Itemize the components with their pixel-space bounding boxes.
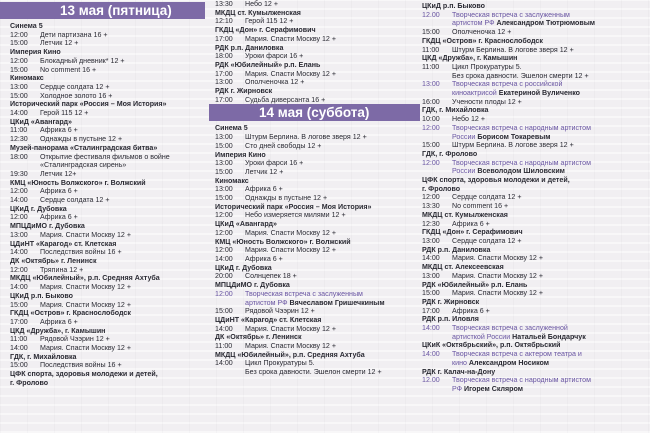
event-time: 14:00 — [422, 324, 440, 333]
event-row — [215, 142, 420, 151]
event-time: 15:00 — [215, 307, 233, 316]
event-row — [215, 35, 420, 44]
event-time: 12:00 — [215, 211, 233, 220]
event-title: No comment 16 + — [452, 202, 509, 211]
event-title: Сердце солдата 12 + — [40, 82, 110, 91]
event-row — [215, 359, 420, 368]
venue-name: МПЦДиМО г. Дубовка — [10, 222, 85, 231]
event-row — [10, 153, 205, 162]
event-time: 13:00 — [215, 185, 233, 194]
event-title: Без срока давности. Эшелон смерти 12 + — [245, 368, 382, 377]
day-header-may-14: 14 мая (суббота) — [209, 104, 420, 121]
event-time: 15:00 — [215, 167, 233, 176]
event-row — [10, 187, 205, 196]
event-time — [422, 72, 452, 81]
event-row — [10, 196, 205, 205]
guest-name: Екатериной Вуличенко — [498, 89, 581, 98]
event-title: Уроки фарси 16 + — [245, 159, 304, 168]
event-time: 14:00 — [422, 254, 440, 263]
venue-name: ГКДЦ «Остров» г. Краснослободск — [10, 309, 131, 318]
creative-meeting-event — [422, 11, 648, 28]
event-title-prefix: киноактрисой — [452, 89, 499, 98]
event-title: Штурм Берлина. В логове зверя 12 + — [245, 133, 367, 142]
venue-name: ЦКиД «Авангард» — [215, 220, 277, 229]
event-time: 18:00 — [215, 52, 233, 61]
venue-name: Киномакс — [10, 74, 44, 83]
event-time: 15:00 — [10, 300, 28, 309]
day-header-may-13: 13 мая (пятница) — [0, 2, 205, 19]
venue-name: РДК «Юбилейный» р.п. Елань — [215, 60, 321, 69]
venue-name: ГКДЦ «Дон» г. Серафимович — [422, 228, 523, 237]
event-title: Сердце солдата 12 + — [40, 196, 110, 205]
event-title: Учености плоды 12 + — [452, 97, 522, 106]
event-time: 15:00 — [10, 91, 28, 100]
guest-name: Вячеславом Гришечкиным — [289, 298, 385, 307]
event-time: 15:00 — [215, 141, 233, 150]
event-title: Судьба диверсанта 16 + — [245, 95, 326, 104]
event-row — [10, 213, 205, 222]
event-title: Цикл Прокуратуры 5. — [452, 62, 522, 71]
event-title: Сто дней свободы 12 + — [245, 141, 322, 150]
event-time: 13:30 — [215, 0, 233, 8]
event-title: Творческая встреча с заслуженным — [245, 289, 363, 298]
event-row — [215, 159, 420, 168]
event-row — [215, 255, 420, 264]
venue-name: МКДЦ «Юбилейный», р.п. Средняя Ахтуба — [10, 274, 160, 283]
venue-name: г. Фролово — [10, 378, 49, 387]
event-title: Герой 115 12 + — [40, 109, 89, 118]
event-title: Солнцепек 18 + — [245, 272, 297, 281]
event-time: 12:30 — [10, 135, 28, 144]
event-title: Уроки фарси 16 + — [245, 52, 304, 61]
guest-name: Александром Носиком — [468, 358, 550, 367]
event-row — [10, 301, 205, 310]
event-title: Мария. Спасти Москву 12 + — [40, 283, 131, 292]
guest-name: Борисом Токаревым — [477, 132, 551, 141]
event-title-prefix: России — [452, 132, 478, 141]
event-time: 13:00 — [215, 133, 233, 142]
event-time: 12.00 — [422, 10, 440, 19]
venue-name: ЦКиД р.п. Быково — [10, 291, 73, 300]
event-title: Творческая встреча с российской — [452, 80, 563, 89]
venue-name: Синема 5 — [215, 124, 248, 133]
event-time: 11:00 — [215, 342, 233, 351]
event-time: 11:00 — [10, 126, 28, 135]
col3-events — [422, 2, 648, 394]
creative-meeting-event — [422, 159, 648, 176]
event-time: 14:00 — [215, 254, 233, 263]
event-time: 12:00 — [10, 265, 28, 274]
event-time — [215, 368, 245, 377]
venue-name: Исторический парк «Россия – Моя История» — [10, 100, 167, 109]
event-time: 15:00 — [215, 194, 233, 203]
venue-name: КМЦ «Юность Волжского» г. Волжский — [10, 178, 146, 187]
venue-name: РДК р.п. Даниловка — [215, 43, 284, 52]
event-time: 13:00 — [10, 82, 28, 91]
event-title: Творческая встреча с народным артистом — [452, 376, 592, 385]
guest-name: Александром Тютрюмовым — [496, 19, 596, 28]
event-row — [422, 28, 648, 37]
event-row — [215, 185, 420, 194]
event-time: 15:00 — [422, 28, 440, 37]
event-title: Без срока давности. Эшелон смерти 12 + — [452, 71, 589, 80]
event-time: 17:00 — [215, 69, 233, 78]
event-time: 13:00 — [215, 159, 233, 168]
event-row — [422, 141, 648, 150]
event-title: Африка 6 + — [40, 126, 78, 135]
event-time: 14:00 — [10, 283, 28, 292]
event-row — [10, 266, 205, 275]
venue-name: РДК р.п. Даниловка — [422, 245, 491, 254]
venue-name: РДК г. Жирновск — [215, 87, 273, 96]
event-title: Последствия войны 16 + — [40, 248, 122, 257]
venue-name: ГКДЦ «Дон» г. Серафимович — [215, 26, 316, 35]
venue-name: ЦДиНТ «Карагод» ст. Клетская — [215, 315, 322, 324]
creative-meeting-event — [422, 376, 648, 393]
event-title: Летчик 12 + — [245, 167, 284, 176]
venue-name: РДК р.п. Иловля — [422, 315, 479, 324]
event-title-prefix: артисткой России — [452, 332, 513, 341]
event-title-prefix: РФ — [452, 384, 465, 393]
event-row — [10, 231, 205, 240]
event-time: 17:00 — [10, 317, 28, 326]
event-title: Летчик 12 + — [40, 39, 79, 48]
event-row — [10, 57, 205, 66]
event-time: 13:00 — [10, 230, 28, 239]
event-time: 12:00 — [422, 158, 440, 167]
event-row — [215, 272, 420, 281]
guest-name: Игорем Скляром — [464, 384, 523, 393]
event-title: Летчик 12+ — [40, 169, 77, 178]
event-time: 14:00 — [422, 350, 440, 359]
event-title: Мария. Спасти Москву 12 + — [245, 324, 336, 333]
event-time: 14:00 — [10, 109, 28, 118]
event-time: 17:00 — [422, 306, 440, 315]
event-time: 11:00 — [10, 335, 28, 344]
event-title: Мария. Спасти Москву 12 + — [40, 300, 131, 309]
event-time: 12:00 — [10, 187, 28, 196]
event-title: Тряпина 12 + — [40, 265, 84, 274]
event-title: Африка 6 + — [452, 306, 490, 315]
creative-meeting-event — [422, 124, 648, 141]
event-title-prefix: артистом РФ — [452, 19, 497, 28]
event-row — [422, 220, 648, 229]
event-row — [215, 307, 420, 316]
schedule-column-2 — [215, 0, 420, 377]
creative-meeting-event — [422, 324, 648, 341]
venue-name: МПЦДиМО г. Дубовка — [215, 281, 290, 290]
event-row — [215, 168, 420, 177]
venue-name: ЦДиНТ «Карагод» ст. Клетская — [10, 239, 117, 248]
venue-name: ДК «Октябрь» г. Ленинск — [215, 333, 302, 342]
event-title: Рядовой Чээрин 12 + — [245, 307, 315, 316]
event-row — [215, 342, 420, 351]
event-time: 11:00 — [422, 45, 440, 54]
event-row — [422, 202, 648, 211]
event-title: Мария. Спасти Москву 12 + — [245, 342, 336, 351]
col1-events — [10, 22, 205, 388]
schedule-column-1 — [10, 0, 205, 388]
event-row — [10, 66, 205, 75]
venue-name: ЦКиД р.п. Быково — [422, 2, 485, 10]
event-title: Творческая встреча с заслуженной — [452, 324, 568, 333]
event-row — [422, 272, 648, 281]
event-title: «Сталинградская сирень» — [40, 161, 127, 170]
venue-name: ЦКиД г. Дубовка — [10, 204, 67, 213]
event-row — [422, 307, 648, 316]
event-row — [422, 237, 648, 246]
event-time: 11:00 — [422, 62, 440, 71]
event-title: Небо 12 + — [245, 0, 278, 8]
event-title: Мария. Спасти Москву 12 + — [245, 246, 336, 255]
event-title: Мария. Спасти Москву 12 + — [245, 228, 336, 237]
event-title: Однажды в пустыне 12 + — [245, 194, 328, 203]
event-time: 12:00 — [10, 213, 28, 222]
event-row — [215, 52, 420, 61]
event-time: 14:00 — [215, 324, 233, 333]
event-row — [422, 63, 648, 72]
event-title: Мария. Спасти Москву 12 + — [245, 34, 336, 43]
event-time: 18:00 — [10, 152, 28, 161]
venue-name: МКДЦ ст. Кумылженская — [422, 210, 508, 219]
event-title: No comment 16 + — [40, 65, 97, 74]
venue-name: ЦКиД «Авангард» — [10, 117, 72, 126]
event-title: Африка 6 + — [245, 254, 283, 263]
venue-name: г. Фролово — [422, 184, 461, 193]
event-time: 14:00 — [10, 196, 28, 205]
event-time: 12:00 — [422, 193, 440, 202]
event-row — [10, 170, 205, 179]
creative-meeting-event — [422, 80, 648, 97]
event-row — [215, 70, 420, 79]
event-time: 13:00 — [215, 78, 233, 87]
event-row — [215, 133, 420, 142]
event-title: Африка 6 + — [40, 213, 78, 222]
event-title: Ополченочка 12 + — [245, 78, 305, 87]
event-time: 17:00 — [215, 95, 233, 104]
venue-name: ГДК, г. Михайловка — [422, 106, 489, 115]
venue-name: МКДЦ ст. Алексеевская — [422, 263, 504, 272]
event-row — [10, 361, 205, 370]
guest-name: Натальей Бондарчук — [512, 332, 586, 341]
event-title: Штурм Берлина. В логове зверя 12 + — [452, 45, 574, 54]
event-row — [422, 98, 648, 107]
event-time: 12:30 — [422, 219, 440, 228]
venue-name: КМЦ «Юность Волжского» г. Волжский — [215, 237, 351, 246]
event-row — [215, 229, 420, 238]
venue-name: РДК г. Жирновск — [422, 297, 480, 306]
event-time: 14:00 — [10, 344, 28, 353]
event-title: Мария. Спасти Москву 12 + — [40, 344, 131, 353]
event-title: Цикл Прокуратуры 5. — [245, 359, 315, 368]
event-time: 16:00 — [422, 97, 440, 106]
event-title: Ополченочка 12 + — [452, 28, 512, 37]
event-time: 17:00 — [215, 34, 233, 43]
event-title: Африка 6 + — [245, 185, 283, 194]
event-title: Мария. Спасти Москву 12 + — [452, 271, 543, 280]
event-row — [422, 115, 648, 124]
event-title: Последствия войны 16 + — [40, 361, 122, 370]
event-time: 15:00 — [422, 141, 440, 150]
event-title-prefix: кино — [452, 358, 469, 367]
venue-name: Исторический парк «Россия – Моя История» — [215, 202, 372, 211]
event-title: Творческая встреча с народным артистом — [452, 158, 592, 167]
event-title: Герой 115 12 + — [245, 17, 294, 26]
venue-name: ЦФК спорта, здоровья молодежи и детей, — [422, 176, 570, 185]
event-row — [10, 39, 205, 48]
event-title: Творческая встреча с актером театра и — [452, 350, 582, 359]
venue-name: Империя Кино — [10, 48, 61, 57]
event-time: 12.00 — [422, 376, 440, 385]
event-time: 14:00 — [215, 359, 233, 368]
venue-name: ЦКД «Дружба», г. Камышин — [10, 326, 106, 335]
venue-name: ГДК, г. Фролово — [422, 149, 478, 158]
event-time: 10:00 — [422, 115, 440, 124]
event-row — [10, 248, 205, 257]
event-time: 15:00 — [422, 289, 440, 298]
event-row — [422, 46, 648, 55]
event-time: 12:00 — [215, 228, 233, 237]
event-time: 12:00 — [10, 56, 28, 65]
event-row — [422, 72, 648, 81]
event-row — [215, 194, 420, 203]
venue-name: Киномакс — [215, 176, 249, 185]
event-row — [10, 126, 205, 135]
venue-name: ЦКиД г. Дубовка — [215, 263, 272, 272]
event-title: Дети партизана 16 + — [40, 30, 108, 39]
col2-top-events — [215, 0, 420, 104]
event-title: Блокадный дневник* 12 + — [40, 56, 125, 65]
event-time: 13:00 — [422, 80, 440, 89]
event-title: Рядовой Чээрин 12 + — [40, 335, 110, 344]
event-time: 14:00 — [10, 248, 28, 257]
venue-name: РДК «Юбилейный» р.п. Елань — [422, 280, 528, 289]
event-row — [215, 0, 420, 9]
event-title: Африка 6 + — [40, 187, 78, 196]
venue-name: МКДЦ «Юбилейный», р.п. Средняя Ахтуба — [215, 350, 365, 359]
event-time: 15:00 — [10, 65, 28, 74]
event-time: 13:00 — [422, 236, 440, 245]
event-row — [215, 96, 420, 105]
event-time: 19:30 — [10, 169, 28, 178]
event-row — [10, 92, 205, 101]
event-title-prefix: России — [452, 167, 478, 176]
venue-name: РДК г. Калач-на-Дону — [422, 367, 496, 376]
event-row — [10, 318, 205, 327]
event-time: 15:00 — [10, 39, 28, 48]
event-title: Мария. Спасти Москву 12 + — [40, 230, 131, 239]
event-row — [422, 254, 648, 263]
event-row — [422, 193, 648, 202]
event-title: Сердце солдата 12 + — [452, 236, 522, 245]
event-row — [10, 31, 205, 40]
venue-name: ЦКиК «Октябрьский», р.п. Октябрьский — [422, 341, 561, 350]
col2-events — [215, 124, 420, 289]
event-time: 15:00 — [10, 361, 28, 370]
event-title: Мария. Спасти Москву 12 + — [452, 289, 543, 298]
event-row — [215, 78, 420, 87]
event-time: 20:00 — [215, 272, 233, 281]
event-row — [10, 109, 205, 118]
col2-after-events — [215, 307, 420, 377]
venue-name: Музей-панорама «Сталинградская битва» — [10, 143, 158, 152]
venue-name: ЦКД «Дружба», г. Камышин — [422, 54, 518, 63]
event-title: Творческая встреча с заслуженным — [452, 10, 570, 19]
event-row — [215, 325, 420, 334]
event-title: Сердце солдата 12 + — [452, 193, 522, 202]
event-row — [10, 135, 205, 144]
event-time: 13:00 — [422, 271, 440, 280]
purple-event — [215, 290, 420, 307]
venue-name: ДК «Октябрь» г. Ленинск — [10, 256, 97, 265]
event-time: 12:00 — [422, 123, 440, 132]
event-row — [215, 246, 420, 255]
schedule-column-3 — [422, 0, 648, 394]
event-title: Небо 12 + — [452, 115, 485, 124]
event-title: Однажды в пустыне 12 + — [40, 135, 123, 144]
event-time — [10, 161, 40, 170]
event-row — [10, 83, 205, 92]
event-row — [215, 368, 420, 377]
event-title: Африка 6 + — [40, 317, 78, 326]
venue-name: ГКДЦ «Остров» г. Краснослободск — [422, 36, 543, 45]
venue-name: МКДЦ ст. Кумылженская — [215, 8, 301, 17]
venue-name: ЦФК спорта, здоровья молодежи и детей, — [10, 370, 158, 379]
event-time: 13:30 — [422, 202, 440, 211]
event-row — [10, 344, 205, 353]
event-title: Холодное золото 16 + — [40, 91, 113, 100]
event-row — [215, 17, 420, 26]
event-row — [10, 283, 205, 292]
event-title: Творческая встреча с народным артистом — [452, 123, 592, 132]
venue-name: Синема 5 — [10, 22, 43, 30]
event-title: Мария. Спасти Москву 12 + — [245, 69, 336, 78]
event-row — [422, 289, 648, 298]
event-title-prefix: артистом РФ — [245, 298, 290, 307]
event-row — [215, 211, 420, 220]
event-title: Открытие фестиваля фильмов о войне — [40, 152, 170, 161]
event-row — [10, 161, 205, 170]
event-title: Мария. Спасти Москву 12 + — [452, 254, 543, 263]
event-title: Небо измеряется милями 12 + — [245, 211, 346, 220]
event-time: 12:00 — [215, 289, 233, 298]
event-time: 12:00 — [215, 246, 233, 255]
event-time: 12:10 — [215, 17, 233, 26]
event-title: Штурм Берлина. В логове зверя 12 + — [452, 141, 574, 150]
venue-name: Империя Кино — [215, 150, 266, 159]
event-row — [10, 335, 205, 344]
creative-meeting-event — [422, 350, 648, 367]
guest-name: Всеволодом Шиловским — [477, 167, 565, 176]
event-time: 12:00 — [10, 30, 28, 39]
event-title: Африка 6 + — [452, 219, 490, 228]
venue-name: ГДК, г. Михайловка — [10, 352, 77, 361]
